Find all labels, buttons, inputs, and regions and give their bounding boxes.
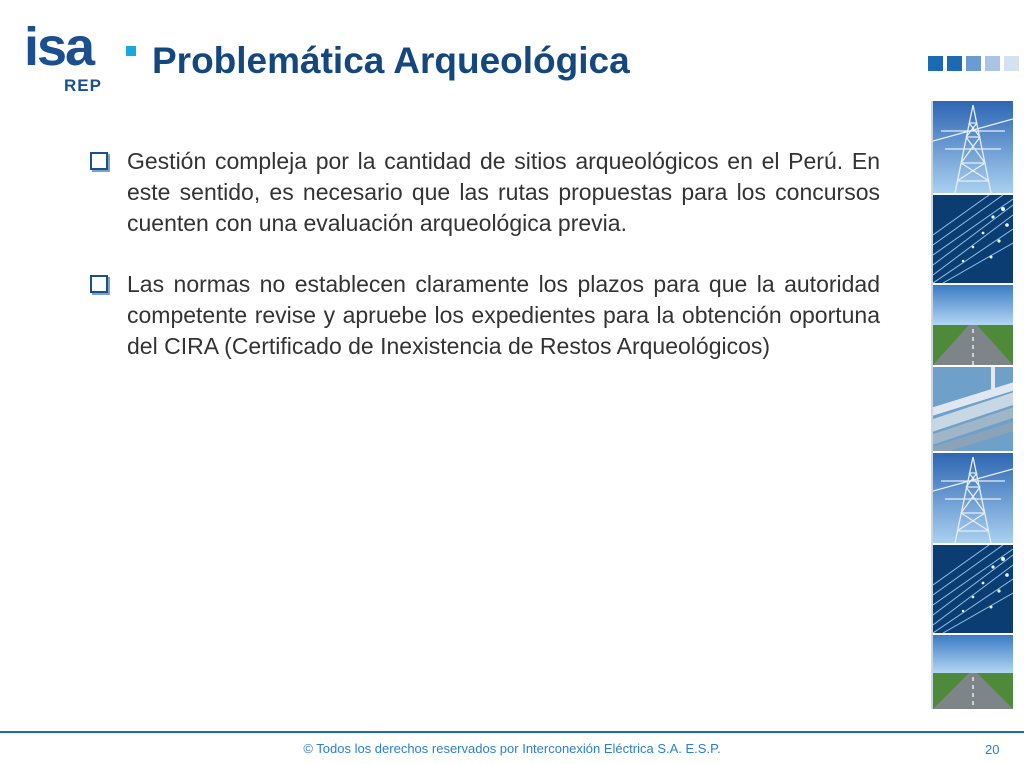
footer-divider <box>0 731 1024 733</box>
logo-sub: REP <box>64 76 102 95</box>
decorative-squares <box>928 56 1019 71</box>
fiber-optics-image <box>933 195 1013 283</box>
company-logo <box>24 17 134 100</box>
bullet-text: Las normas no establecen claramente los plazos para que la autoridad competente revise y apruebe los expedientes para la obtención oportuna del CIRA (Certificado de Inexistencia de Restos Arqueológicos) <box>127 271 880 359</box>
decor-square <box>928 56 943 71</box>
decor-square <box>947 56 962 71</box>
slide-title: Problemática Arqueológica <box>152 40 630 81</box>
fiber-optics-image <box>933 545 1013 633</box>
checkbox-bullet-icon <box>90 152 108 170</box>
decor-square <box>1004 56 1019 71</box>
decor-square <box>985 56 1000 71</box>
logo-dot <box>126 46 136 56</box>
logo-brand: isa <box>24 17 94 77</box>
highway-image <box>933 635 1013 709</box>
pipelines-image <box>933 367 1013 451</box>
page-number: 20 <box>985 742 1000 757</box>
transmission-tower-image <box>933 101 1013 193</box>
footer-copyright: © Todos los derechos reservados por Interconexión Eléctrica S.A. E.S.P. <box>303 741 721 756</box>
bullet-item <box>88 269 880 362</box>
highway-image <box>933 285 1013 365</box>
decor-square <box>966 56 981 71</box>
bullet-text: Gestión compleja por la cantidad de sitios arqueológicos en el Perú. En este sentido, es necesario que las rutas propuestas para los concursos cuenten con una evaluación arqueológica previa. <box>127 148 880 236</box>
checkbox-bullet-icon <box>90 275 108 293</box>
transmission-tower-image <box>933 453 1013 543</box>
image-strip <box>931 101 1013 709</box>
bullet-item <box>88 146 880 239</box>
slide-content <box>88 146 880 392</box>
